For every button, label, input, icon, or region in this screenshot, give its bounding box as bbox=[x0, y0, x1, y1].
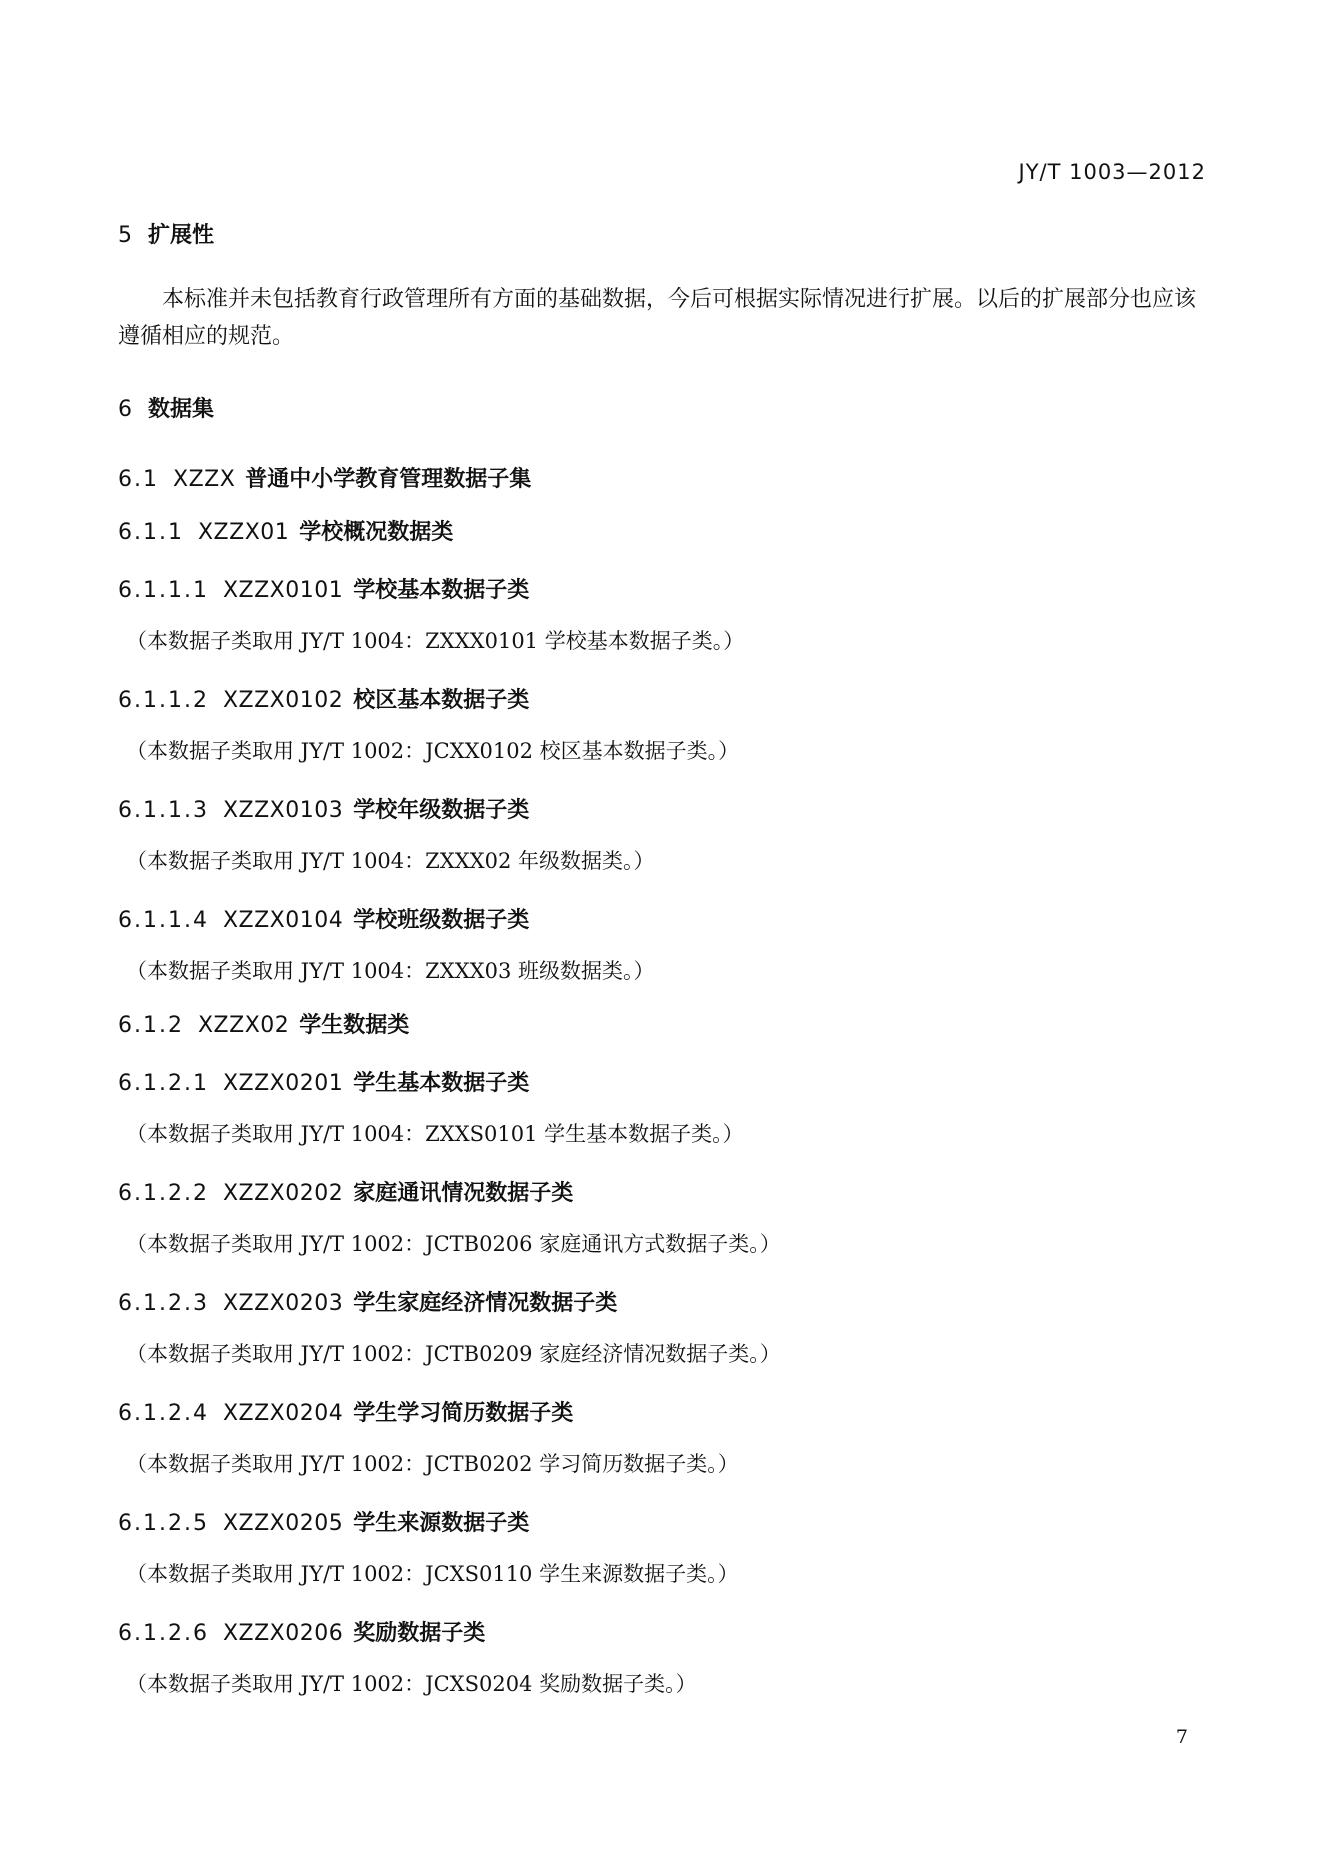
section-title: 校区基本数据子类 bbox=[353, 688, 530, 713]
data-code: XZZX0102 bbox=[222, 688, 344, 713]
data-code: XZZX0104 bbox=[222, 908, 344, 933]
heading-6-1-2-6 bbox=[118, 1616, 485, 1647]
section-title: 数据集 bbox=[148, 397, 215, 422]
reference-note: （本数据子类取用 JY/T 1004：ZXXX02 年级数据类。） bbox=[126, 849, 655, 873]
section-5-paragraph: 本标准并未包括教育行政管理所有方面的基础数据，今后可根据实际情况进行扩展。以后的扩展部分也应该遵循相应的规范。 bbox=[118, 287, 1197, 349]
heading-6-1 bbox=[118, 462, 531, 493]
reference-note: （本数据子类取用 JY/T 1004：ZXXS0101 学生基本数据子类。） bbox=[126, 1122, 744, 1146]
section-title: 家庭通讯情况数据子类 bbox=[353, 1181, 574, 1206]
heading-6-1-2-5 bbox=[118, 1506, 529, 1537]
data-code: XZZX0101 bbox=[222, 578, 344, 603]
heading-6-1-2-2 bbox=[118, 1176, 573, 1207]
section-title: 学生学习简历数据子类 bbox=[353, 1401, 574, 1426]
data-code: XZZX0103 bbox=[222, 798, 344, 823]
section-title: 学生基本数据子类 bbox=[353, 1071, 530, 1096]
section-title: 学校概况数据类 bbox=[299, 520, 454, 545]
data-code: XZZX0201 bbox=[222, 1071, 344, 1096]
section-number: 6.1.2.1 bbox=[118, 1071, 209, 1096]
heading-6-1-1 bbox=[118, 515, 453, 546]
section-number: 6.1 bbox=[118, 467, 159, 492]
heading-6-1-1-4 bbox=[118, 903, 529, 934]
section-number: 6.1.2 bbox=[118, 1013, 184, 1038]
heading-6-1-1-2 bbox=[118, 683, 529, 714]
reference-note: （本数据子类取用 JY/T 1004：ZXXX03 班级数据类。） bbox=[126, 959, 655, 983]
data-code: XZZX0202 bbox=[222, 1181, 344, 1206]
section-5-heading bbox=[118, 218, 214, 249]
reference-note: （本数据子类取用 JY/T 1002：JCTB0202 学习简历数据子类。） bbox=[126, 1452, 739, 1476]
data-code: XZZX bbox=[173, 467, 236, 492]
reference-note: （本数据子类取用 JY/T 1004：ZXXX0101 学校基本数据子类。） bbox=[126, 629, 745, 653]
section-title: 奖励数据子类 bbox=[353, 1621, 486, 1646]
reference-note: （本数据子类取用 JY/T 1002：JCXX0102 校区基本数据子类。） bbox=[126, 739, 740, 763]
data-code: XZZX0204 bbox=[222, 1401, 344, 1426]
section-number: 6.1.1.1 bbox=[118, 578, 209, 603]
data-code: XZZX0203 bbox=[222, 1291, 344, 1316]
section-title: 学生来源数据子类 bbox=[353, 1511, 530, 1536]
data-code: XZZX0206 bbox=[222, 1621, 344, 1646]
reference-note: （本数据子类取用 JY/T 1002：JCXS0204 奖励数据子类。） bbox=[126, 1672, 697, 1696]
heading-6-1-2-3 bbox=[118, 1286, 617, 1317]
section-number: 6.1.2.2 bbox=[118, 1181, 209, 1206]
reference-note: （本数据子类取用 JY/T 1002：JCTB0209 家庭经济情况数据子类。） bbox=[126, 1342, 781, 1366]
section-number: 6.1.1.4 bbox=[118, 908, 209, 933]
section-title: 学校年级数据子类 bbox=[353, 798, 530, 823]
section-number: 6.1.1.2 bbox=[118, 688, 209, 713]
section-number: 6 bbox=[118, 397, 134, 422]
reference-note: （本数据子类取用 JY/T 1002：JCTB0206 家庭通讯方式数据子类。） bbox=[126, 1232, 781, 1256]
page-number: 7 bbox=[1175, 1726, 1188, 1748]
section-title: 学校基本数据子类 bbox=[353, 578, 530, 603]
standard-code: JY/T 1003—2012 bbox=[1018, 160, 1206, 184]
data-code: XZZX01 bbox=[197, 520, 290, 545]
data-code: XZZX02 bbox=[197, 1013, 290, 1038]
heading-6-1-2-1 bbox=[118, 1066, 529, 1097]
section-title: 学生家庭经济情况数据子类 bbox=[353, 1291, 618, 1316]
section-number: 6.1.2.3 bbox=[118, 1291, 209, 1316]
heading-6-1-1-3 bbox=[118, 793, 529, 824]
section-number: 6.1.1 bbox=[118, 520, 184, 545]
section-title: 学生数据类 bbox=[299, 1013, 410, 1038]
heading-6-1-2 bbox=[118, 1008, 409, 1039]
heading-6-1-2-4 bbox=[118, 1396, 573, 1427]
section-6-heading bbox=[118, 392, 214, 423]
section-number: 5 bbox=[118, 223, 134, 248]
reference-note: （本数据子类取用 JY/T 1002：JCXS0110 学生来源数据子类。） bbox=[126, 1562, 739, 1586]
section-title: 学校班级数据子类 bbox=[353, 908, 530, 933]
section-title: 扩展性 bbox=[148, 223, 215, 248]
section-title: 普通中小学教育管理数据子集 bbox=[245, 467, 532, 492]
section-number: 6.1.2.5 bbox=[118, 1511, 209, 1536]
section-number: 6.1.2.4 bbox=[118, 1401, 209, 1426]
section-number: 6.1.1.3 bbox=[118, 798, 209, 823]
data-code: XZZX0205 bbox=[222, 1511, 344, 1536]
heading-6-1-1-1 bbox=[118, 573, 529, 604]
section-number: 6.1.2.6 bbox=[118, 1621, 209, 1646]
